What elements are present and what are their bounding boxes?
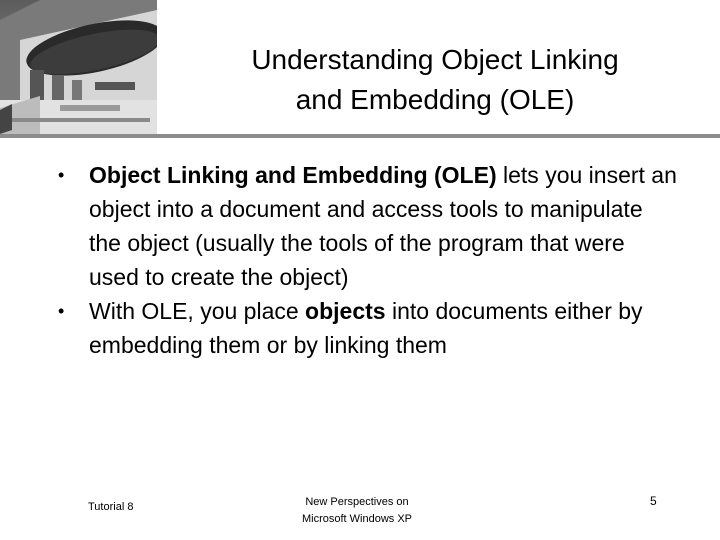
footer-tutorial: Tutorial 8: [88, 501, 134, 513]
footer-book-title: [257, 494, 457, 528]
title-divider: [0, 134, 720, 138]
footer-book-title-line2: Microsoft Windows XP: [301, 513, 413, 525]
bullet-item-1: [58, 158, 678, 294]
bullet-dot-icon: •: [58, 301, 65, 321]
bullet-2-bold: objects: [305, 298, 386, 324]
bullet-item-2: [58, 294, 678, 362]
page-number: 5: [650, 494, 657, 508]
bullet-dot-icon: •: [58, 165, 65, 185]
slide-body: [58, 158, 678, 362]
slide-title-line2: and Embedding (OLE): [295, 84, 575, 115]
bullet-1-bold: Object Linking and Embedding (OLE): [89, 162, 497, 188]
slide-title: [175, 40, 695, 120]
bullet-1-text: lets you insert an object into a document and access tools to manipulate the object (usually the tools of the program that were used to create the object): [89, 162, 677, 290]
slide-title-line1: Understanding Object Linking: [251, 44, 619, 75]
bullet-2-text-before: With OLE, you place: [89, 298, 306, 324]
bullet-2-text-after: into documents either by embedding them or by linking them: [89, 298, 643, 358]
corner-building-photo: [0, 0, 157, 134]
footer-book-title-line1: New Perspectives on: [305, 496, 409, 508]
